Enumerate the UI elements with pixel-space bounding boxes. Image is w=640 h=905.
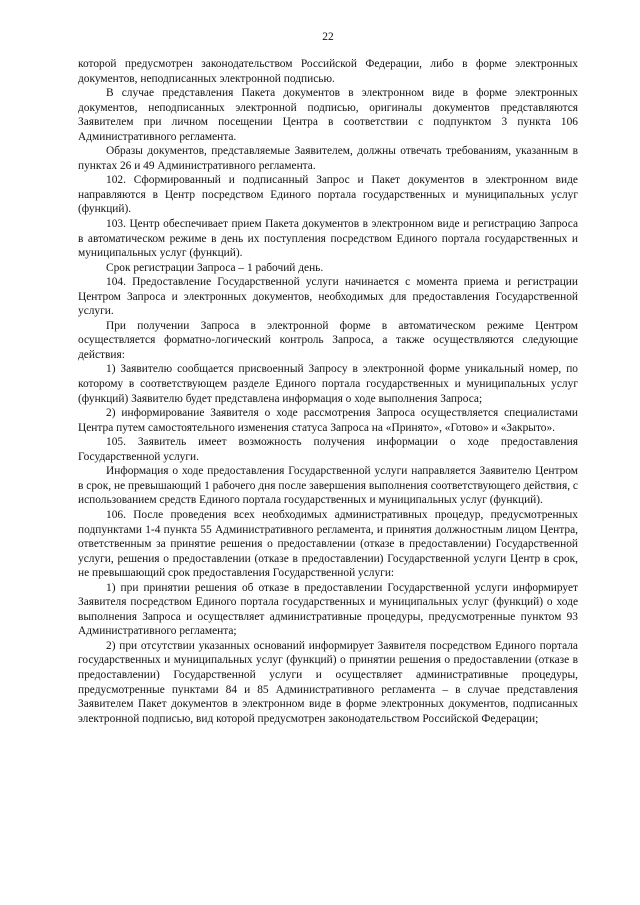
- paragraph-format-control: При получении Запроса в электронной форме в автоматическом режиме Центром осуществляется форматно-логический контроль Запроса, а также осуществляются следующие действия:: [78, 319, 578, 361]
- paragraph-106: 106. После проведения всех необходимых административных процедур, предусмотренных подпунктами 1-4 пункта 55 Административного регламента, и принятия должностным лицом Центра, ответственным за принятие решения о предоставлении (отказе в предоставлении) Государственной услуги, решения о предоставлении (отказе в предоставлении) Государственной услуги Центр в срок, не превышающий срок предоставления Государственной услуги:: [78, 508, 578, 580]
- paragraph-electronic-unsigned: В случае представления Пакета документов в электронном виде в форме электронных документов, неподписанных электронной подписью, оригиналы документов представляются Заявителем при личном посещении Центра в соответствии с подпунктом 3 пункта 106 Административного регламента.: [78, 87, 578, 143]
- paragraph-106-item-2: 2) при отсутствии указанных оснований информирует Заявителя посредством Единого портала государственных и муниципальных услуг (функций) о принятии решения о предоставлении (отказе в предоставлении) Государственной услуги и осуществляет административные процедуры, предусмотренные пунктами 84 и 85 Административного регламента – в случае представления Заявителем Пакет документов в электронном виде в форме электронных документов, подписанных электронной подписью, вид которой предусмотрен законодательством Российской Федерации;: [78, 639, 578, 725]
- paragraph-registration-term: Срок регистрации Запроса – 1 рабочий день.: [106, 261, 324, 274]
- paragraph-102: 102. Сформированный и подписанный Запрос и Пакет документов в электронном виде направляются в Центр посредством Единого портала государственных и муниципальных услуг (функций).: [78, 174, 578, 216]
- paragraph-document-images: Образы документов, представляемые Заявителем, должны отвечать требованиям, указанным в пунктах 26 и 49 Административного регламента.: [78, 145, 578, 172]
- paragraph-progress-info: Информация о ходе предоставления Государственной услуги направляется Заявителю Центром в срок, не превышающий 1 рабочего дня после завершения выполнения соответствующего действия, с использованием средств Единого портала государственных и муниципальных услуг (функций).: [78, 465, 578, 507]
- paragraph-104: 104. Предоставление Государственной услуги начинается с момента приема и регистрации Центром Запроса и электронных документов, необходимых для предоставления Государственной услуги.: [78, 276, 578, 318]
- paragraph-continuation: которой предусмотрен законодательством Российской Федерации, либо в форме электронных документов, неподписанных электронной подписью.: [78, 58, 578, 85]
- page-number: 22: [322, 31, 334, 43]
- paragraph-103: 103. Центр обеспечивает прием Пакета документов в электронном виде и регистрацию Запроса в автоматическом режиме в день их поступления посредством Единого портала государственных и муниципальных услуг (функций).: [78, 218, 578, 260]
- paragraph-105: 105. Заявитель имеет возможность получения информации о ходе предоставления Государственной услуги.: [78, 436, 578, 463]
- paragraph-list-item-2: 2) информирование Заявителя о ходе рассмотрения Запроса осуществляется специалистами Центра путем самостоятельного изменения статуса Запроса на «Принято», «Готово» и «Закрыто».: [78, 407, 578, 434]
- paragraph-106-item-1: 1) при принятии решения об отказе в предоставлении Государственной услуги информирует Заявителя посредством Единого портала государственных и муниципальных услуг (функций) о ходе выполнения Запроса и осуществляет административные процедуры, предусмотренные пунктом 93 Административного регламента;: [78, 581, 578, 638]
- paragraph-list-item-1: 1) Заявителю сообщается присвоенный Запросу в электронной форме уникальный номер, по которому в соответствующем разделе Единого портала государственных и муниципальных услуг (функций) Заявителю будет представлена информация о ходе выполнения Запроса;: [78, 363, 578, 405]
